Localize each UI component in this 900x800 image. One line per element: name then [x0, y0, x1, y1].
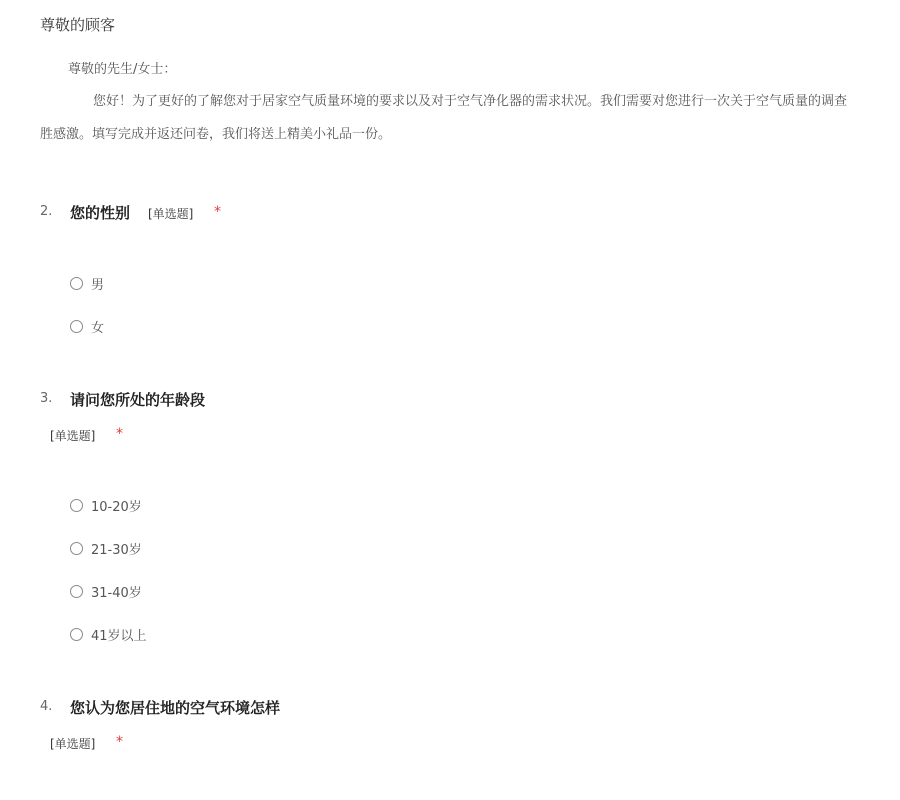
option-label: 31-40岁	[91, 586, 142, 601]
option-age-21-30[interactable]	[70, 539, 142, 558]
option-label: 21-30岁	[91, 543, 142, 558]
required-star: *	[214, 204, 221, 220]
option-label: 41岁以上	[91, 629, 147, 644]
question-title: 您的性别	[70, 204, 131, 222]
radio-button[interactable]	[70, 542, 83, 555]
radio-button[interactable]	[70, 585, 83, 598]
option-label: 女	[91, 321, 105, 336]
intro-text-line-1: 您好！为了更好的了解您对于居家空气质量环境的要求以及对于空气净化器的需求状况。我们需要对您进行一次关于空气质量的调查	[93, 94, 848, 109]
radio-button[interactable]	[70, 628, 83, 641]
option-label: 男	[91, 278, 105, 293]
required-star: *	[116, 734, 123, 750]
option-male[interactable]	[70, 274, 104, 293]
option-female[interactable]	[70, 317, 104, 336]
option-label: 10-20岁	[91, 500, 142, 515]
option-age-31-40[interactable]	[70, 582, 142, 601]
question-title: 您认为您居住地的空气环境怎样	[70, 699, 281, 717]
question-number: 2.	[40, 204, 53, 219]
question-number: 3.	[40, 391, 53, 406]
question-type-label: [单选题]	[50, 737, 96, 751]
question-type-label: [单选题]	[148, 207, 194, 221]
radio-button[interactable]	[70, 320, 83, 333]
required-star: *	[116, 426, 123, 442]
question-number: 4.	[40, 699, 53, 714]
radio-button[interactable]	[70, 277, 83, 290]
option-age-10-20[interactable]	[70, 496, 142, 515]
radio-button[interactable]	[70, 499, 83, 512]
intro-text-line-2: 胜感激。填写完成并返还问卷，我们将送上精美小礼品一份。	[40, 127, 392, 142]
survey-title: 尊敬的顾客	[40, 16, 116, 34]
salutation-text: 尊敬的先生/女士：	[68, 62, 177, 77]
question-type-label: [单选题]	[50, 429, 96, 443]
option-age-41-plus[interactable]	[70, 625, 147, 644]
question-title: 请问您所处的年龄段	[70, 391, 206, 409]
